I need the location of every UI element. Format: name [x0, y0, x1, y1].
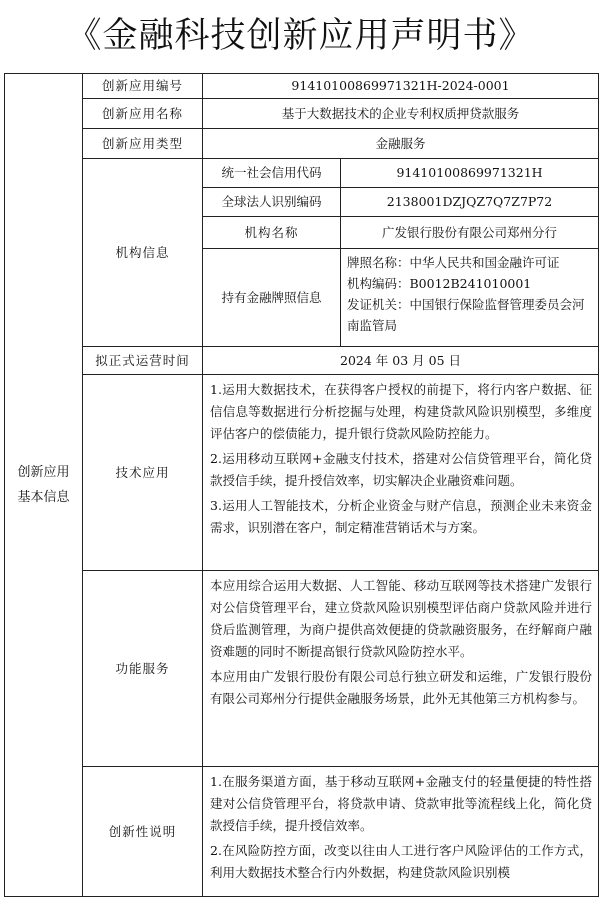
section-label: 创新应用基本信息 [17, 465, 70, 505]
license-name: 牌照名称：中华人民共和国金融许可证 [347, 255, 560, 270]
value-function [203, 571, 599, 767]
value-app-type: 金融服务 [203, 129, 599, 159]
label-innovation: 创新性说明 [83, 767, 203, 897]
declaration-table [4, 73, 599, 897]
label-license: 持有金融牌照信息 [203, 249, 341, 347]
tech-paragraph-1: 1.运用大数据技术，在获得客户授权的前提下，将行内客户数据、征信信息等数据进行分析挖掘与处理，构建贷款风险识别模型，多维度评估客户的偿债能力，提升银行贷款风险防控能力。 [210, 382, 593, 441]
table-row-app-name [5, 99, 599, 129]
table-row-tech [5, 375, 599, 571]
tech-paragraph-3: 3.运用人工智能技术，分析企业资金与财产信息，预测企业未来资金需求，识别潜在客户，制定精准营销话术与方案。 [210, 498, 593, 535]
section-label-cell [5, 74, 83, 897]
function-paragraph-1: 本应用综合运用大数据、人工智能、移动互联网等技术搭建广发银行对公信贷管理平台，建立贷款风险识别模型评估商户贷款风险并进行贷后监测管理，为商户提供高效便捷的贷款融资服务，在纾解商户融资难题的同时不断提高银行贷款风险防控水平。 [210, 578, 593, 659]
value-license [341, 249, 599, 347]
innovation-paragraph-2: 2.在风险防控方面，改变以往由人工进行客户风险评估的工作方式，利用大数据技术整合行内外数据，构建贷款风险识别模 [210, 843, 593, 880]
label-app-type: 创新应用类型 [83, 129, 203, 159]
label-lei: 全球法人识别编码 [203, 188, 341, 217]
value-app-name: 基于大数据技术的企业专利权质押贷款服务 [203, 99, 599, 129]
label-launch: 拟正式运营时间 [83, 347, 203, 375]
label-tech: 技术应用 [83, 375, 203, 571]
label-credit-code: 统一社会信用代码 [203, 159, 341, 188]
value-lei: 2138001DZJQZ7Q7Z7P72 [341, 188, 599, 217]
value-org-name: 广发银行股份有限公司郑州分行 [341, 217, 599, 249]
table-row-app-type [5, 129, 599, 159]
value-innovation [203, 767, 599, 897]
value-app-code: 91410100869971321H-2024-0001 [203, 74, 599, 99]
label-org-name: 机构名称 [203, 217, 341, 249]
label-app-code: 创新应用编号 [83, 74, 203, 99]
table-row-innovation [5, 767, 599, 897]
table-row-app-code [5, 74, 599, 99]
document-title: 《金融科技创新应用声明书》 [66, 16, 535, 56]
label-app-name: 创新应用名称 [83, 99, 203, 129]
value-launch: 2024 年 03 月 05 日 [203, 347, 599, 375]
function-paragraph-2: 本应用由广发银行股份有限公司总行独立研发和运维，广发银行股份有限公司郑州分行提供金融服务场景，此外无其他第三方机构参与。 [210, 669, 593, 706]
table-row-credit-code [5, 159, 599, 188]
license-issuer: 发证机关：中国银行保险监督管理委员会河南监管局 [347, 297, 585, 333]
table-row-launch [5, 347, 599, 375]
table-row-function [5, 571, 599, 767]
license-org-code: 机构编码：B0012B241010001 [347, 276, 532, 291]
label-function: 功能服务 [83, 571, 203, 767]
value-credit-code: 91410100869971321H [341, 159, 599, 188]
innovation-paragraph-1: 1.在服务渠道方面，基于移动互联网+金融支付的轻量便捷的特性搭建对公信贷管理平台，将贷款申请、贷款审批等流程线上化，简化贷款授信手续，提升授信效率。 [210, 774, 593, 833]
tech-paragraph-2: 2.运用移动互联网+金融支付技术，搭建对公信贷管理平台，简化贷款授信手续，提升授信效率，切实解决企业融资难问题。 [210, 451, 593, 488]
label-org-info: 机构信息 [83, 159, 203, 347]
value-tech [203, 375, 599, 571]
